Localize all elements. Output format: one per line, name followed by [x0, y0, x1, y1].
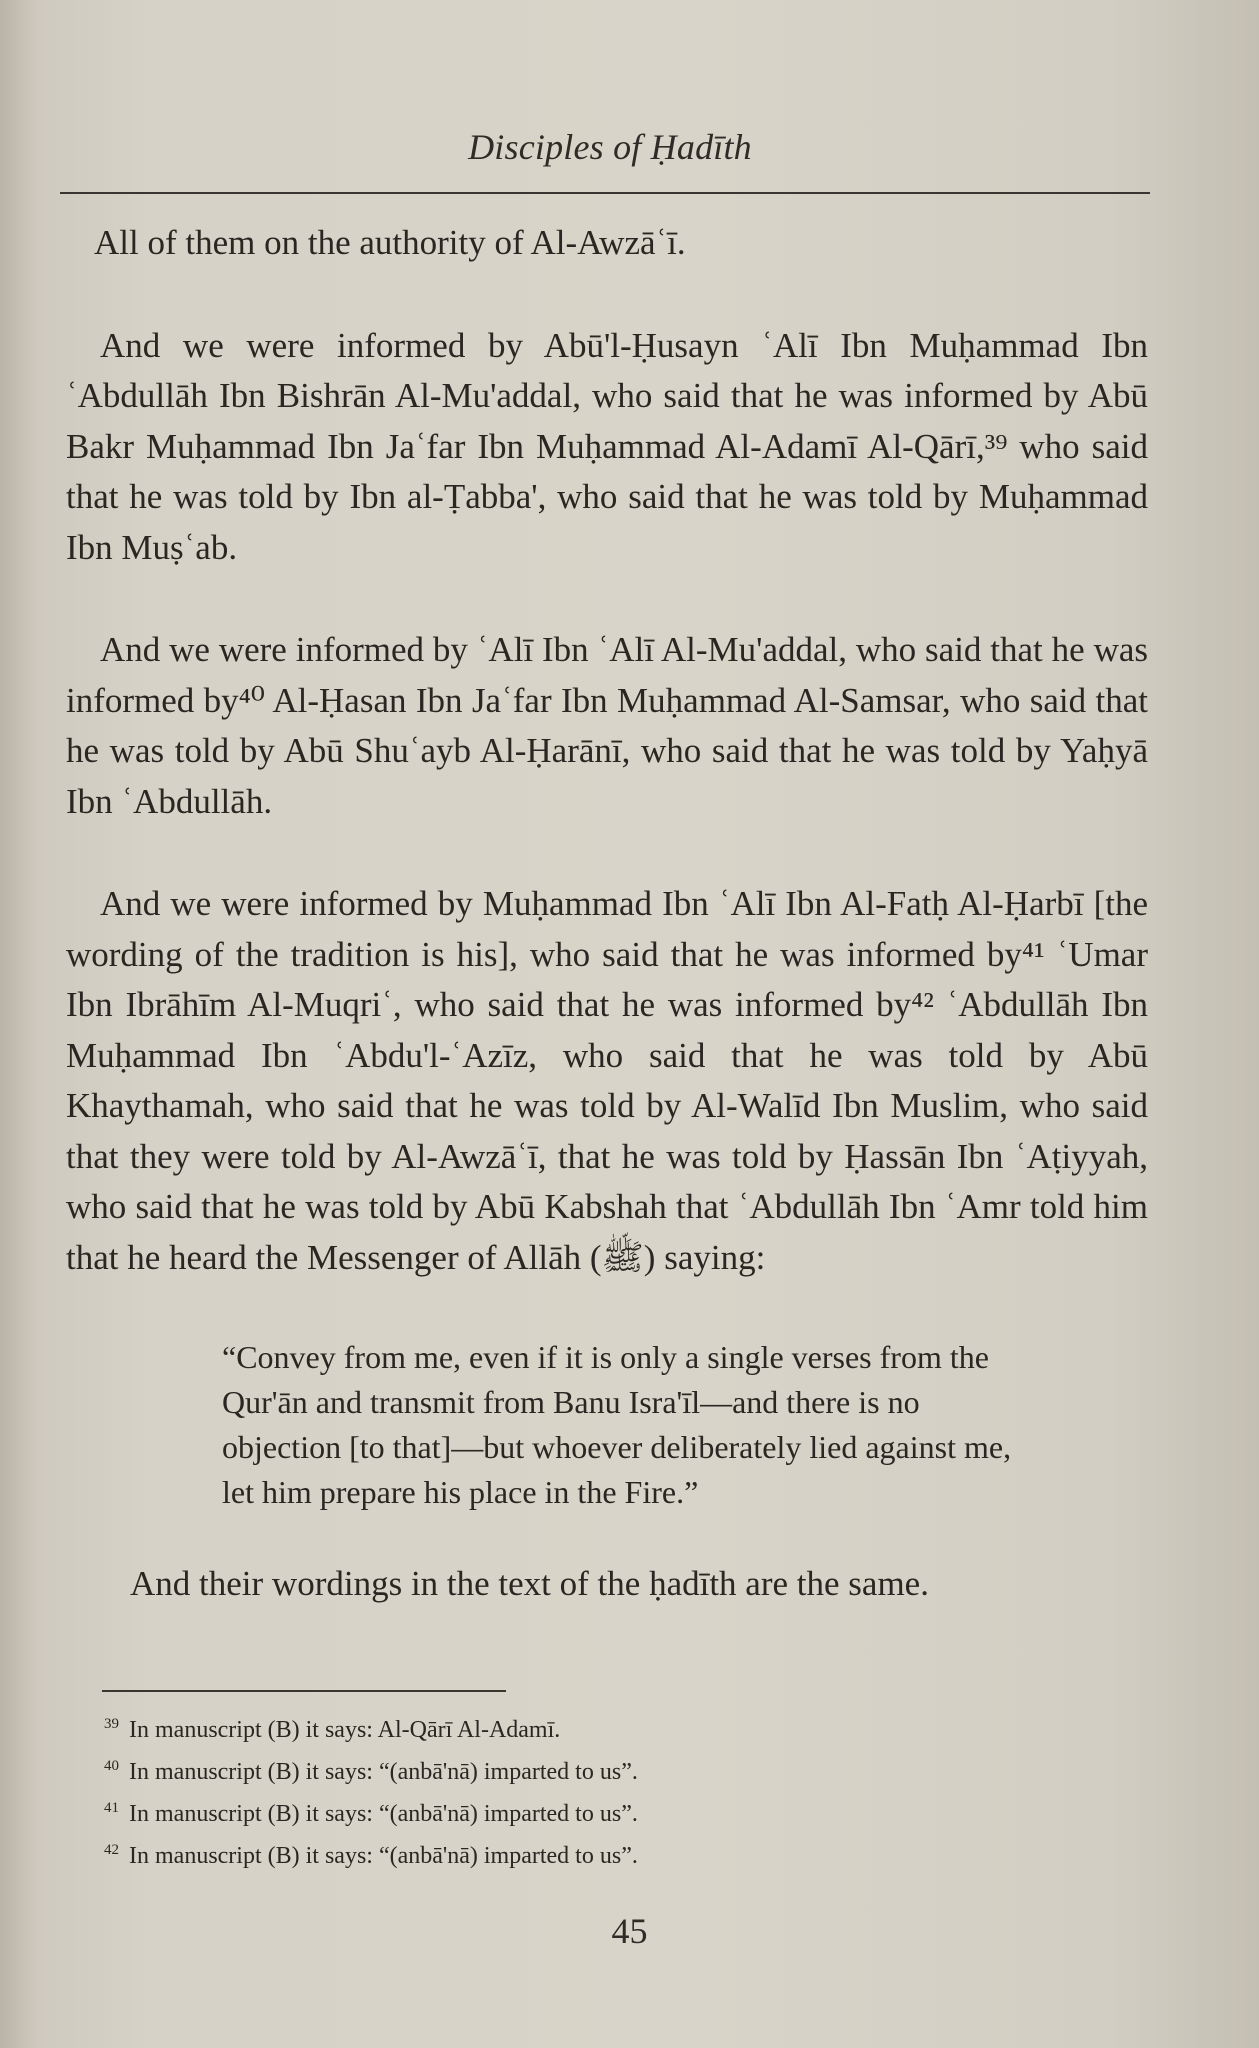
- header-rule: [60, 192, 1150, 194]
- footnote-42: [104, 1832, 1104, 1874]
- footnote-41: [104, 1790, 1104, 1832]
- footnote-rule: [102, 1690, 506, 1692]
- footnotes: [104, 1706, 1104, 1874]
- hadith-quote: “Convey from me, even if it is only a single verses from the Qur'ān and transmit from Banu Isra'īl—and there is no objection [to that]—but whoever deliberately lied against me, let him prepare his place in the Fire.”: [222, 1339, 1012, 1510]
- paragraph-isnad-1: And we were informed by Abū'l-Ḥusayn ʿAlī Ibn Muḥammad Ibn ʿAbdullāh Ibn Bishrān Al-Mu'addal, who said that he was informed by Abū Bakr Muḥammad Ibn Jaʿfar Ibn Muḥammad Al-Adamī Al-Qārī,³⁹ who said that he was told by Ibn al-Ṭabba', who said that he was told by Muḥammad Ibn Muṣʿab.: [66, 325, 1148, 567]
- page-number: 45: [611, 1911, 648, 1951]
- footnote-text: In manuscript (B) it says: “(anbā'nā) imparted to us”.: [129, 1759, 638, 1785]
- body-text: [66, 218, 1148, 1610]
- footnote-number: 39: [104, 1716, 119, 1732]
- footnote-number: 42: [104, 1842, 119, 1858]
- paragraph-isnad-2: And we were informed by ʿAlī Ibn ʿAlī Al-Mu'addal, who said that he was informed by⁴⁰ Al-Ḥasan Ibn Jaʿfar Ibn Muḥammad Al-Samsar, who said that he was told by Abū Shuʿayb Al-Ḥarānī, who said that he was told by Yaḥyā Ibn ʿAbdullāh.: [66, 630, 1148, 821]
- footnote-39: [104, 1706, 1104, 1748]
- footnote-text: In manuscript (B) it says: Al-Qārī Al-Adamī.: [129, 1717, 561, 1743]
- running-header: Disciples of Ḥadīth: [468, 127, 752, 167]
- closing-paragraph: And their wordings in the text of the ḥadīth are the same.: [130, 1564, 929, 1603]
- footnote-number: 41: [104, 1800, 119, 1816]
- footnote-text: In manuscript (B) it says: “(anbā'nā) imparted to us”.: [129, 1843, 638, 1869]
- footnote-number: 40: [104, 1758, 119, 1774]
- footnote-40: [104, 1748, 1104, 1790]
- paragraph-isnad-3: And we were informed by Muḥammad Ibn ʿAlī Ibn Al-Fatḥ Al-Ḥarbī [the wording of the tradition is his], who said that he was informed by⁴¹ ʿUmar Ibn Ibrāhīm Al-Muqriʿ, who said that he was informed by⁴² ʿAbdullāh Ibn Muḥammad Ibn ʿAbdu'l-ʿAzīz, who said that he was told by Abū Khaythamah, who said that he was told by Al-Walīd Ibn Muslim, who said that they were told by Al-Awzāʿī, that he was told by Ḥassān Ibn ʿAṭiyyah, who said that he was told by Abū Kabshah that ʿAbdullāh Ibn ʿAmr told him that he heard the Messenger of Allāh (ﷺ) saying:: [66, 884, 1148, 1277]
- lead-paragraph: All of them on the authority of Al-Awzāʿī.: [94, 223, 686, 262]
- footnote-text: In manuscript (B) it says: “(anbā'nā) imparted to us”.: [129, 1801, 638, 1827]
